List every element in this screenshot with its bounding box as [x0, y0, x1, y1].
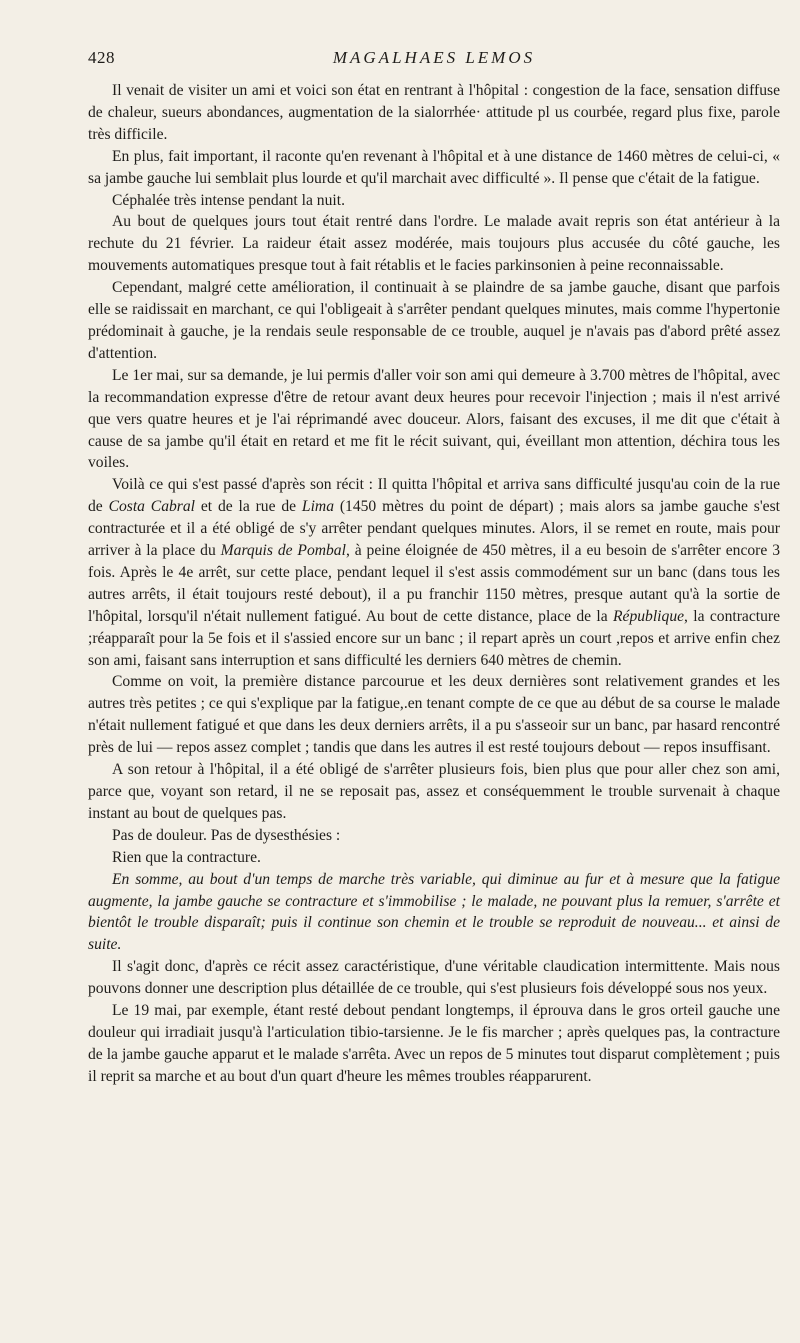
page-number: 428: [88, 48, 115, 67]
paragraph-recovery: Au bout de quelques jours tout était rentré dans l'ordre. Le malade avait repris son état antérieur à la rechute du 21 février. La raideur était assez modérée, mais toujours plus accusée du côté gauche, les mouvements automatiques presque tout à fait rétablis et le facies parkinsonien à peine reconnaissable.: [88, 213, 780, 275]
paragraph-comment: Comme on voit, la première distance parcourue et les deux dernières sont relativement grandes et les autres très petites ; ce qui s'explique par la fatigue,.en tenant compte de ce que au début de sa course le malade n'était nullement fatigué et que dans les deux derniers arrêts, il a pu s'asseoir sur un banc, par hasard rencontré près de lui — repos assez complet ; tandis que dans les autres il est resté toujours debout — repos insuffisant.: [88, 673, 780, 757]
book-page: [88, 46, 780, 1088]
account-text-1: Voilà ce qui s'est passé d'après son récit : Il quitta l'hôpital et arriva sans difficulté jusqu'au coin de la rue de: [88, 476, 780, 516]
account-text-2: et de la rue de: [195, 498, 302, 516]
page-header: [88, 46, 780, 72]
paragraph-visit: Il venait de visiter un ami et voici son état en rentrant à l'hôpital : congestion de la face, sensation diffuse de chaleur, sueurs abondances, augmentation de la sialorrhée· attitude pl us courbée, regard plus fixe, parole très difficile.: [88, 82, 780, 143]
paragraph-claudication: Il s'agit donc, d'après ce récit assez caractéristique, d'une véritable claudication intermittente. Mais nous pouvons donner une description plus détaillée de ce trouble, qui s'est plusieurs fois développé sous nos yeux.: [88, 958, 780, 998]
street-lima: Lima: [301, 498, 334, 516]
paragraph-may-19: Le 19 mai, par exemple, étant resté debout pendant longtemps, il éprouva dans le gros orteil gauche une douleur qui irradiait jusqu'à l'articulation tibio-tarsienne. Je le fis marcher ; après quelques pas, la contracture de la jambe gauche apparut et le malade s'arrêta. Avec un repos de 5 minutes tout disparut complètement ; puis il reprit sa marche et au bout d'un quart d'heure les mêmes troubles réapparurent.: [88, 1002, 780, 1085]
running-title: MAGALHAES LEMOS: [332, 48, 536, 67]
paragraph-important-fact: En plus, fait important, il raconte qu'en revenant à l'hôpital et à une distance de 1460 mètres de celui-ci, « sa jambe gauche lui semblait plus lourde et qu'il marchait avec difficulté ». Il pense que c'était de la fatigue.: [88, 147, 780, 187]
place-republique: République: [613, 607, 685, 625]
summary-italic: En somme, au bout d'un temps de marche très variable, qui diminue au fur et à mesure que la fatigue augmente, la jambe gauche se contracture et s'immobilise ; le malade, ne pouvant plus la remuer, s'arrête et bientôt le trouble disparaît; puis il continue son chemin et le trouble se reproduit de nouveau... et ainsi de suite.: [88, 870, 780, 954]
paragraph-may-first: Le 1er mai, sur sa demande, je lui permis d'aller voir son ami qui demeure à 3.700 mètres de l'hôpital, avec la recommandation expresse d'être de retour avant deux heures pour recevoir l'injection ; mais il n'est arrivé que vers quatre heures et je l'ai réprimandé avec douceur. Alors, faisant des excuses, il me dit que c'était à cause de sa jambe qu'il était en retard et me fit le récit suivant, qui, éveillant mon attention, déchira tous les voiles.: [88, 366, 780, 472]
place-marquis-de-pombal: Marquis de Pombal: [220, 542, 346, 560]
street-costa-cabral: Costa Cabral: [108, 498, 195, 516]
account-text-3: (1450 mètres du point de départ) ; mais alors sa jambe gauche s'est contracturée et il a été obligé de s'y arrêter pendant quelques minutes. Alors, il se remet en route, mais pour arriver à la place du: [88, 498, 780, 560]
paragraph-only-contracture: Rien que la contracture.: [112, 848, 261, 866]
paragraph-account: [88, 474, 780, 671]
paragraph-summary: [88, 869, 780, 957]
paragraph-return: A son retour à l'hôpital, il a été obligé de s'arrêter plusieurs fois, bien plus que pour aller chez son ami, parce que, voyant son retard, il ne se reposait pas, assez et conséquemment le trouble survenait à chaque instant au bout de quelques pas.: [88, 761, 780, 822]
page-body: [88, 80, 780, 1088]
paragraph-left-leg: Cependant, malgré cette amélioration, il continuait à se plaindre de sa jambe gauche, disant que parfois elle se raidissait en marchant, ce qui l'obligeait à s'arrêter pendant quelques minutes, mais comme l'hypertonie prédominait à gauche, je la rendais seule responsable de ce trouble, auquel je n'avais pas d'abord prêté assez d'attention.: [88, 279, 780, 362]
account-text-5: , la contracture ;réapparaît pour la 5e fois et il s'assied encore sur un banc ; il repart après un court ,repos et arrive enfin chez son ami, faisant sans interruption et sans difficulté les derniers 640 mètres de chemin.: [88, 607, 780, 669]
paragraph-no-pain: Pas de douleur. Pas de dysesthésies :: [112, 826, 341, 844]
paragraph-headache: Céphalée très intense pendant la nuit.: [112, 191, 345, 209]
account-text-4: , à peine éloignée de 450 mètres, il a eu besoin de s'arrêter encore 3 fois. Après le 4e arrêt, sur cette place, pendant lequel il s'est assis commodément sur un banc (dans tous les autres arrêts, il était toujours resté debout), il a pu franchir 1150 mètres, presque autant qu'à la sortie de l'hôpital, lorsqu'il n'était nullement fatigué. Au bout de cette distance, place de la: [88, 542, 780, 625]
